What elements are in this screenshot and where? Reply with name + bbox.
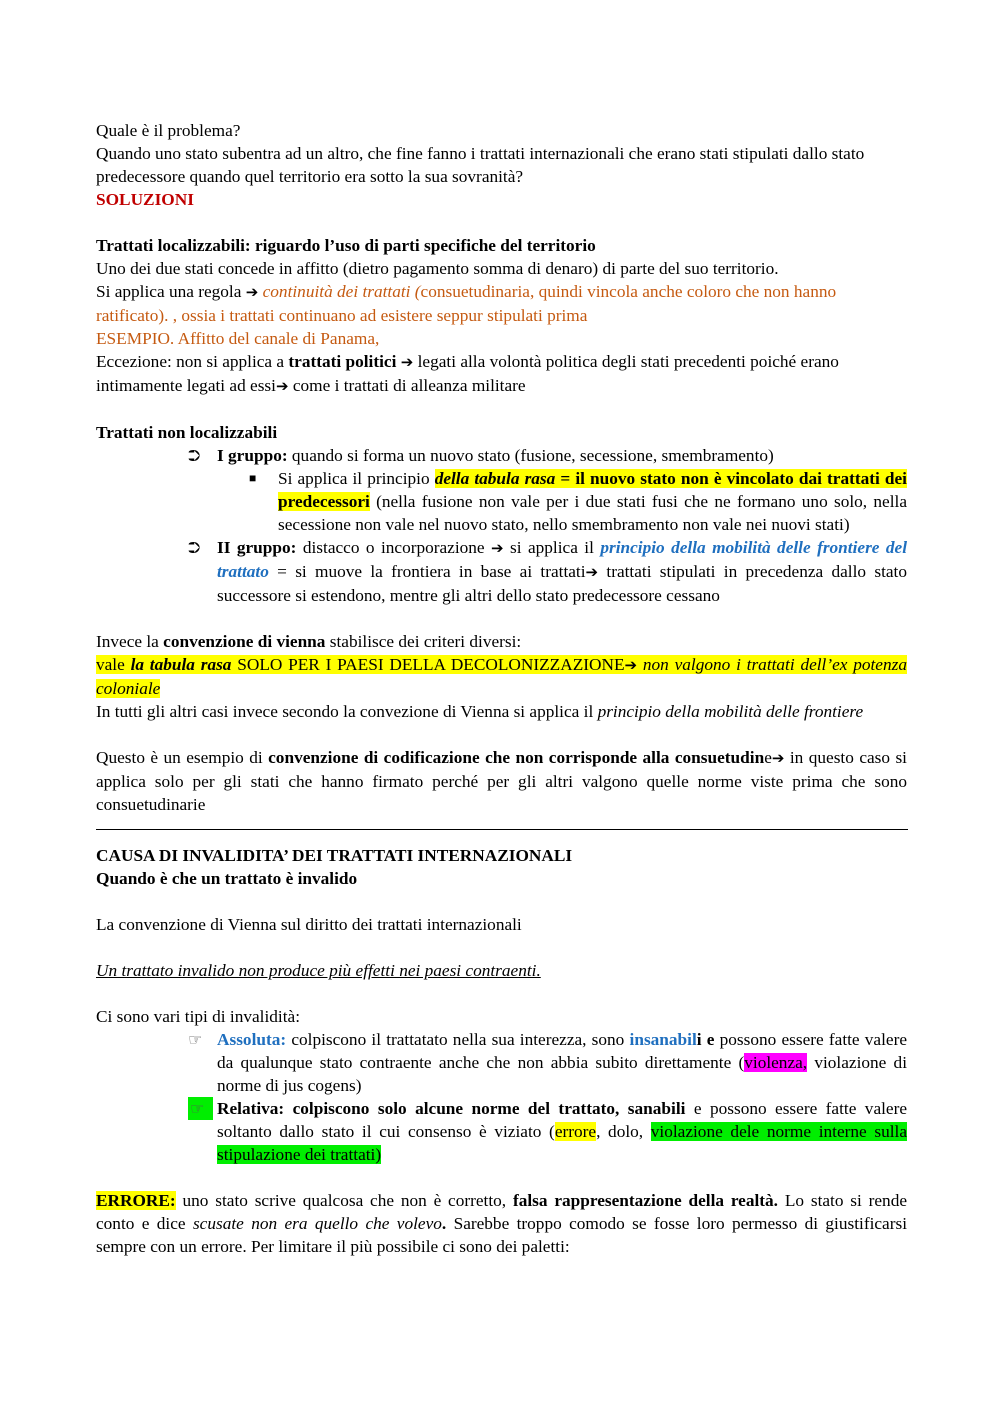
absolute-invalidity-item: ☞ Assoluta: colpiscono il trattatato nella sua interezza, sono insanabili e possono essere fatte valere da qualunque stato contraente anche che non abbia subito direttamente (violenza, violazione di norme di jus cogens) [188, 1030, 908, 1095]
vienna-convention-paragraph: Invece la convenzione di vienna stabilisce dei criteri diversi: [96, 632, 522, 651]
pointing-hand-bullet-icon: ☞ [188, 1030, 203, 1049]
invalidity-types-intro: Ci sono vari tipi di invalidità: [96, 1007, 300, 1026]
pointing-hand-bullet-icon: ☞ [188, 1097, 213, 1120]
tabula-rasa-subitem: ■ Si applica il principio della tabula rasa = il nuovo stato non è vincolato dai trattati dei predecessori (nella fusione non vale per i due stati fusi che ne formano uno solo, nella secessione non vale nel nuovo stato, nello smembramento non vale nei nuovi stati) [249, 469, 907, 534]
example-line: ESEMPIO. Affitto del canale di Panama, [96, 329, 380, 348]
localizable-paragraph: Uno dei due stati concede in affitto (dietro pagamento somma di denaro) di parte del suo territorio. [96, 259, 779, 278]
codification-paragraph: Questo è un esempio di convenzione di codificazione che non corrisponde alla consuetudine➔ in questo caso si applica solo per gli stati che hanno firmato perché per gli altri valgono quelle norme viste prima che sono consuetudinarie [96, 748, 907, 814]
curved-arrow-bullet-icon: ⮊ [188, 538, 201, 557]
right-arrow-icon: ➔ [245, 283, 259, 301]
solutions-heading: SOLUZIONI [96, 190, 194, 209]
right-arrow-icon: ➔ [400, 353, 414, 371]
rule-paragraph: Si applica una regola ➔ continuità dei trattati (consuetudinaria, quindi vincola anche coloro che non hanno ratificato). , ossia i trattati continuano ad esistere seppur stipulati prima [96, 282, 837, 325]
problem-paragraph: Quando uno stato subentra ad un altro, che fine fanno i trattati internazionali che erano stati stipulati dallo stato predecessore quando quel territorio era sotto la sua sovranità? [96, 144, 865, 186]
question-line: Quale è il problema? [96, 121, 241, 140]
right-arrow-icon: ➔ [624, 656, 638, 674]
square-bullet-icon: ■ [249, 471, 257, 485]
error-paragraph: ERRORE: uno stato scrive qualcosa che non è corretto, falsa rappresentazione della realtà. Lo stato si rende conto e dice scusate non era quello che volevo. Sarebbe troppo comodo se fosse loro permesso di giustificarsi sempre con un errore. Per limitare il più possibile ci sono dei paletti: [96, 1191, 908, 1256]
other-cases-paragraph: In tutti gli altri casi invece secondo la convezione di Vienna si applica il principio della mobilità delle frontiere [96, 702, 864, 721]
group-one-item: ⮊ I gruppo: quando si forma un nuovo stato (fusione, secessione, smembramento) [188, 446, 774, 465]
invalidity-subtitle: Quando è che un trattato è invalido [96, 869, 358, 888]
decolonization-paragraph: vale la tabula rasa SOLO PER I PAESI DELLA DECOLONIZZAZIONE➔ non valgono i trattati dell’ex potenza coloniale [96, 655, 907, 698]
section-divider [96, 829, 908, 830]
invalid-treaty-line: Un trattato invalido non produce più effetti nei paesi contraenti. [96, 961, 541, 980]
right-arrow-icon: ➔ [491, 539, 504, 557]
right-arrow-icon: ➔ [585, 563, 599, 581]
invalidity-title: CAUSA DI INVALIDITA’ DEI TRATTATI INTERNAZIONALI [96, 846, 573, 865]
right-arrow-icon: ➔ [275, 377, 289, 395]
group-two-item: ⮊ II gruppo: distacco o incorporazione ➔ si applica il principio della mobilità delle frontiere del trattato = si muove la frontiera in base ai trattati➔ trattati stipulati in precedenza dallo stato successore si estendono, mentre gli altri dello stato predecessore cessano [188, 538, 907, 605]
localizable-heading: Trattati localizzabili: riguardo l’uso di parti specifiche del territorio [96, 236, 596, 255]
document-body [96, 119, 907, 1258]
relative-invalidity-item: ☞ Relativa: colpiscono solo alcune norme del trattato, sanabili e possono essere fatte valere soltanto dallo stato il cui consenso è viziato (errore, dolo, violazione dele norme interne sulla stipulazione dei trattati) [190, 1099, 908, 1164]
curved-arrow-bullet-icon: ⮊ [188, 446, 201, 465]
exception-paragraph: Eccezione: non si applica a trattati politici ➔ legati alla volontà politica degli stati precedenti poiché erano intimamente legati ad essi➔ come i trattati di alleanza militare [96, 352, 839, 395]
vienna-law-line: La convenzione di Vienna sul diritto dei trattati internazionali [96, 915, 522, 934]
right-arrow-icon: ➔ [771, 749, 785, 767]
non-localizable-heading: Trattati non localizzabili [96, 423, 278, 442]
